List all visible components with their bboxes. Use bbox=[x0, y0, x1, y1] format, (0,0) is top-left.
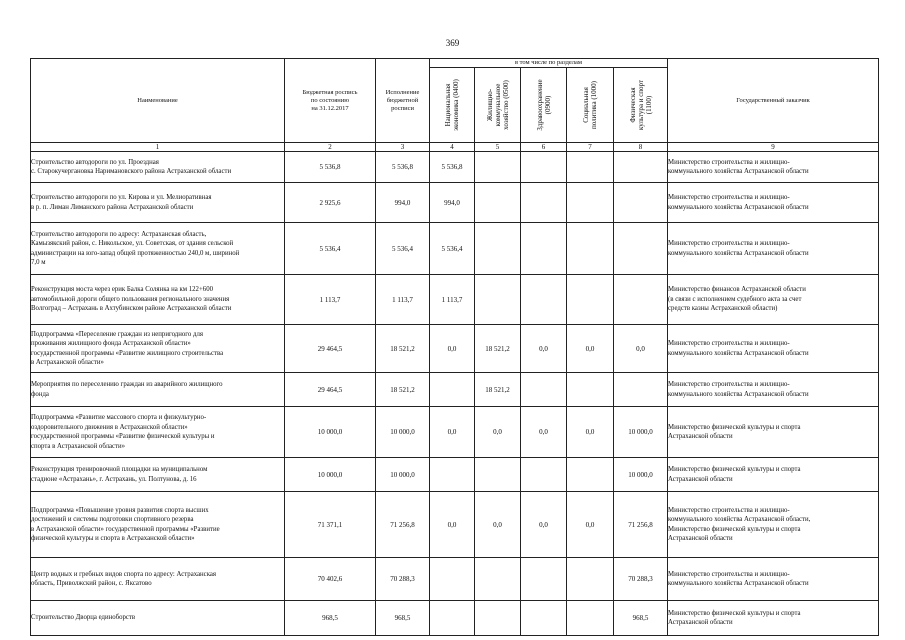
row-name: Мероприятия по переселению граждан из аварийного жилищного фонда bbox=[31, 373, 285, 407]
header-section-label: Физическая культура и спорт (1100) bbox=[628, 79, 653, 131]
section-0500-value bbox=[475, 152, 521, 183]
section-1100-value: 0,0 bbox=[614, 325, 668, 373]
customer: Министерство строительства и жилищно- коммунального хозяйства Астраханской области bbox=[668, 152, 879, 183]
section-0900-value: 0,0 bbox=[521, 407, 567, 458]
budget-value: 29 464,5 bbox=[285, 325, 376, 373]
section-0400-value bbox=[430, 601, 475, 636]
header-section-0900 bbox=[521, 68, 567, 143]
section-0400-value bbox=[430, 458, 475, 492]
execution-value: 994,0 bbox=[376, 183, 430, 223]
section-1000-value bbox=[567, 183, 614, 223]
budget-table bbox=[30, 58, 879, 636]
header-section-label: Национальная экономика (0400) bbox=[444, 79, 460, 131]
customer: Министерство строительства и жилищно- коммунального хозяйства Астраханской области bbox=[668, 325, 879, 373]
section-0500-value bbox=[475, 223, 521, 275]
table-row bbox=[31, 458, 879, 492]
section-1000-value bbox=[567, 373, 614, 407]
customer: Министерство физической культуры и спорта Астраханской области bbox=[668, 458, 879, 492]
section-1000-value bbox=[567, 152, 614, 183]
budget-value: 5 536,8 bbox=[285, 152, 376, 183]
row-name: Строительство автодороги по адресу: Астраханская область, Камызякский район, с. Никольское, ул. Советская, от здания сельской администрации на юго-запад общей протяженностью 240,0 м, шириной 7,0 м bbox=[31, 223, 285, 275]
row-name: Реконструкция моста через ерик Балка Солянка на км 122+600 автомобильной дороги общего пользования регионального значения Волгоград – Астрахань в Ахтубинском районе Астраханской области bbox=[31, 275, 285, 325]
section-0900-value bbox=[521, 458, 567, 492]
section-0400-value: 0,0 bbox=[430, 325, 475, 373]
row-name: Реконструкция тренировочной площадки на муниципальном стадионе «Астрахань», г. Астрахань, ул. Полтунова, д. 16 bbox=[31, 458, 285, 492]
customer: Министерство строительства и жилищно- коммунального хозяйства Астраханской области bbox=[668, 373, 879, 407]
table-body bbox=[31, 152, 879, 636]
header-section-0500 bbox=[475, 68, 521, 143]
budget-value: 71 371,1 bbox=[285, 492, 376, 558]
section-0400-value bbox=[430, 373, 475, 407]
budget-value: 10 000,0 bbox=[285, 458, 376, 492]
column-number: 2 bbox=[285, 143, 376, 152]
section-0500-value: 0,0 bbox=[475, 407, 521, 458]
execution-value: 5 536,8 bbox=[376, 152, 430, 183]
header-execution: Исполнение бюджетной росписи bbox=[376, 59, 430, 143]
row-name: Центр водных и гребных видов спорта по адресу: Астраханская область, Приволжский район, с. Яксатово bbox=[31, 558, 285, 601]
row-name: Подпрограмма «Переселение граждан из непригодного для проживания жилищного фонда Астраханской области» государственной программы «Развитие жилищного строительства в Астраханской области» bbox=[31, 325, 285, 373]
section-0900-value bbox=[521, 558, 567, 601]
section-0400-value bbox=[430, 558, 475, 601]
budget-value: 2 925,6 bbox=[285, 183, 376, 223]
row-name: Строительство автодороги по ул. Кирова и ул. Мелиоративная в р. п. Лиман Лиманского района Астраханской области bbox=[31, 183, 285, 223]
section-0400-value: 5 536,4 bbox=[430, 223, 475, 275]
table-row bbox=[31, 275, 879, 325]
header-section-label: Здравоохранение (0900) bbox=[535, 79, 552, 131]
customer: Министерство финансов Астраханской области (в связи с исполнением судебного акта за счет средств казны Астраханской области) bbox=[668, 275, 879, 325]
section-0400-value: 0,0 bbox=[430, 407, 475, 458]
section-0900-value bbox=[521, 152, 567, 183]
execution-value: 10 000,0 bbox=[376, 458, 430, 492]
section-0400-value: 994,0 bbox=[430, 183, 475, 223]
section-0400-value: 5 536,8 bbox=[430, 152, 475, 183]
section-0900-value bbox=[521, 223, 567, 275]
column-number: 4 bbox=[430, 143, 475, 152]
section-1000-value bbox=[567, 223, 614, 275]
header-section-0400 bbox=[430, 68, 475, 143]
section-1100-value bbox=[614, 223, 668, 275]
header-section-label: Социальная политика (1000) bbox=[582, 81, 598, 130]
execution-value: 71 256,8 bbox=[376, 492, 430, 558]
section-0900-value: 0,0 bbox=[521, 492, 567, 558]
execution-value: 5 536,4 bbox=[376, 223, 430, 275]
section-0500-value bbox=[475, 275, 521, 325]
customer: Министерство физической культуры и спорта Астраханской области bbox=[668, 601, 879, 636]
section-1000-value: 0,0 bbox=[567, 325, 614, 373]
page-number: 369 bbox=[445, 38, 460, 48]
column-number: 5 bbox=[475, 143, 521, 152]
section-0500-value bbox=[475, 183, 521, 223]
row-name: Строительство автодороги по ул. Проездная с. Старокучергановка Наримановского района Астраханской области bbox=[31, 152, 285, 183]
budget-value: 10 000,0 bbox=[285, 407, 376, 458]
budget-value: 1 113,7 bbox=[285, 275, 376, 325]
execution-value: 18 521,2 bbox=[376, 325, 430, 373]
column-number: 6 bbox=[521, 143, 567, 152]
table-row bbox=[31, 558, 879, 601]
column-number: 7 bbox=[567, 143, 614, 152]
section-1000-value bbox=[567, 601, 614, 636]
column-number: 1 bbox=[31, 143, 285, 152]
section-1100-value: 70 288,3 bbox=[614, 558, 668, 601]
header-name: Наименование bbox=[31, 59, 285, 143]
customer: Министерство строительства и жилищно- коммунального хозяйства Астраханской области bbox=[668, 558, 879, 601]
section-1000-value: 0,0 bbox=[567, 492, 614, 558]
table-row bbox=[31, 325, 879, 373]
table-row bbox=[31, 223, 879, 275]
budget-value: 968,5 bbox=[285, 601, 376, 636]
header-customer: Государственный заказчик bbox=[668, 59, 879, 143]
section-1100-value bbox=[614, 152, 668, 183]
header-section-1000 bbox=[567, 68, 614, 143]
row-name: Строительство Дворца единоборств bbox=[31, 601, 285, 636]
section-1100-value: 10 000,0 bbox=[614, 458, 668, 492]
section-1000-value bbox=[567, 458, 614, 492]
execution-value: 10 000,0 bbox=[376, 407, 430, 458]
budget-value: 70 402,6 bbox=[285, 558, 376, 601]
column-number: 9 bbox=[668, 143, 879, 152]
section-0900-value bbox=[521, 183, 567, 223]
section-1100-value bbox=[614, 275, 668, 325]
table-row bbox=[31, 373, 879, 407]
section-0500-value bbox=[475, 558, 521, 601]
header-budget: Бюджетная роспись по состоянию на 31.12.2017 bbox=[285, 59, 376, 143]
section-0400-value: 1 113,7 bbox=[430, 275, 475, 325]
execution-value: 1 113,7 bbox=[376, 275, 430, 325]
column-number-row bbox=[31, 143, 879, 152]
section-1100-value: 71 256,8 bbox=[614, 492, 668, 558]
column-number: 8 bbox=[614, 143, 668, 152]
customer: Министерство строительства и жилищно- коммунального хозяйства Астраханской области bbox=[668, 223, 879, 275]
section-1000-value bbox=[567, 275, 614, 325]
execution-value: 18 521,2 bbox=[376, 373, 430, 407]
section-0400-value: 0,0 bbox=[430, 492, 475, 558]
customer: Министерство строительства и жилищно- коммунального хозяйства Астраханской области, Министерство физической культуры и спорта Астраханской области bbox=[668, 492, 879, 558]
header-section-1100 bbox=[614, 68, 668, 143]
table-row bbox=[31, 183, 879, 223]
customer: Министерство физической культуры и спорта Астраханской области bbox=[668, 407, 879, 458]
table-row bbox=[31, 601, 879, 636]
section-0500-value bbox=[475, 601, 521, 636]
section-1000-value bbox=[567, 558, 614, 601]
table-row bbox=[31, 152, 879, 183]
budget-value: 5 536,4 bbox=[285, 223, 376, 275]
section-1000-value: 0,0 bbox=[567, 407, 614, 458]
section-1100-value: 968,5 bbox=[614, 601, 668, 636]
header-sections-group: в том числе по разделам bbox=[430, 59, 668, 68]
row-name: Подпрограмма «Повышение уровня развития спорта высших достижений и системы подготовки спортивного резерва в Астраханской области» государственной программы «Развитие физической культуры и спорта в Астраханской области» bbox=[31, 492, 285, 558]
section-1100-value: 10 000,0 bbox=[614, 407, 668, 458]
header-section-label: Жилищно- коммунальное хозяйство (0500) bbox=[485, 80, 510, 130]
section-0500-value bbox=[475, 458, 521, 492]
section-1100-value bbox=[614, 373, 668, 407]
row-name: Подпрограмма «Развитие массового спорта и физкультурно- оздоровительного движения в Астраханской области» государственной программы «Развитие физической культуры и спорта в Астраханской области» bbox=[31, 407, 285, 458]
table-row bbox=[31, 492, 879, 558]
section-0500-value: 0,0 bbox=[475, 492, 521, 558]
section-0900-value: 0,0 bbox=[521, 325, 567, 373]
section-1100-value bbox=[614, 183, 668, 223]
customer: Министерство строительства и жилищно- коммунального хозяйства Астраханской области bbox=[668, 183, 879, 223]
section-0900-value bbox=[521, 275, 567, 325]
section-0900-value bbox=[521, 601, 567, 636]
table-row bbox=[31, 407, 879, 458]
section-0500-value: 18 521,2 bbox=[475, 373, 521, 407]
execution-value: 968,5 bbox=[376, 601, 430, 636]
section-0900-value bbox=[521, 373, 567, 407]
execution-value: 70 288,3 bbox=[376, 558, 430, 601]
budget-value: 29 464,5 bbox=[285, 373, 376, 407]
section-0500-value: 18 521,2 bbox=[475, 325, 521, 373]
column-number: 3 bbox=[376, 143, 430, 152]
